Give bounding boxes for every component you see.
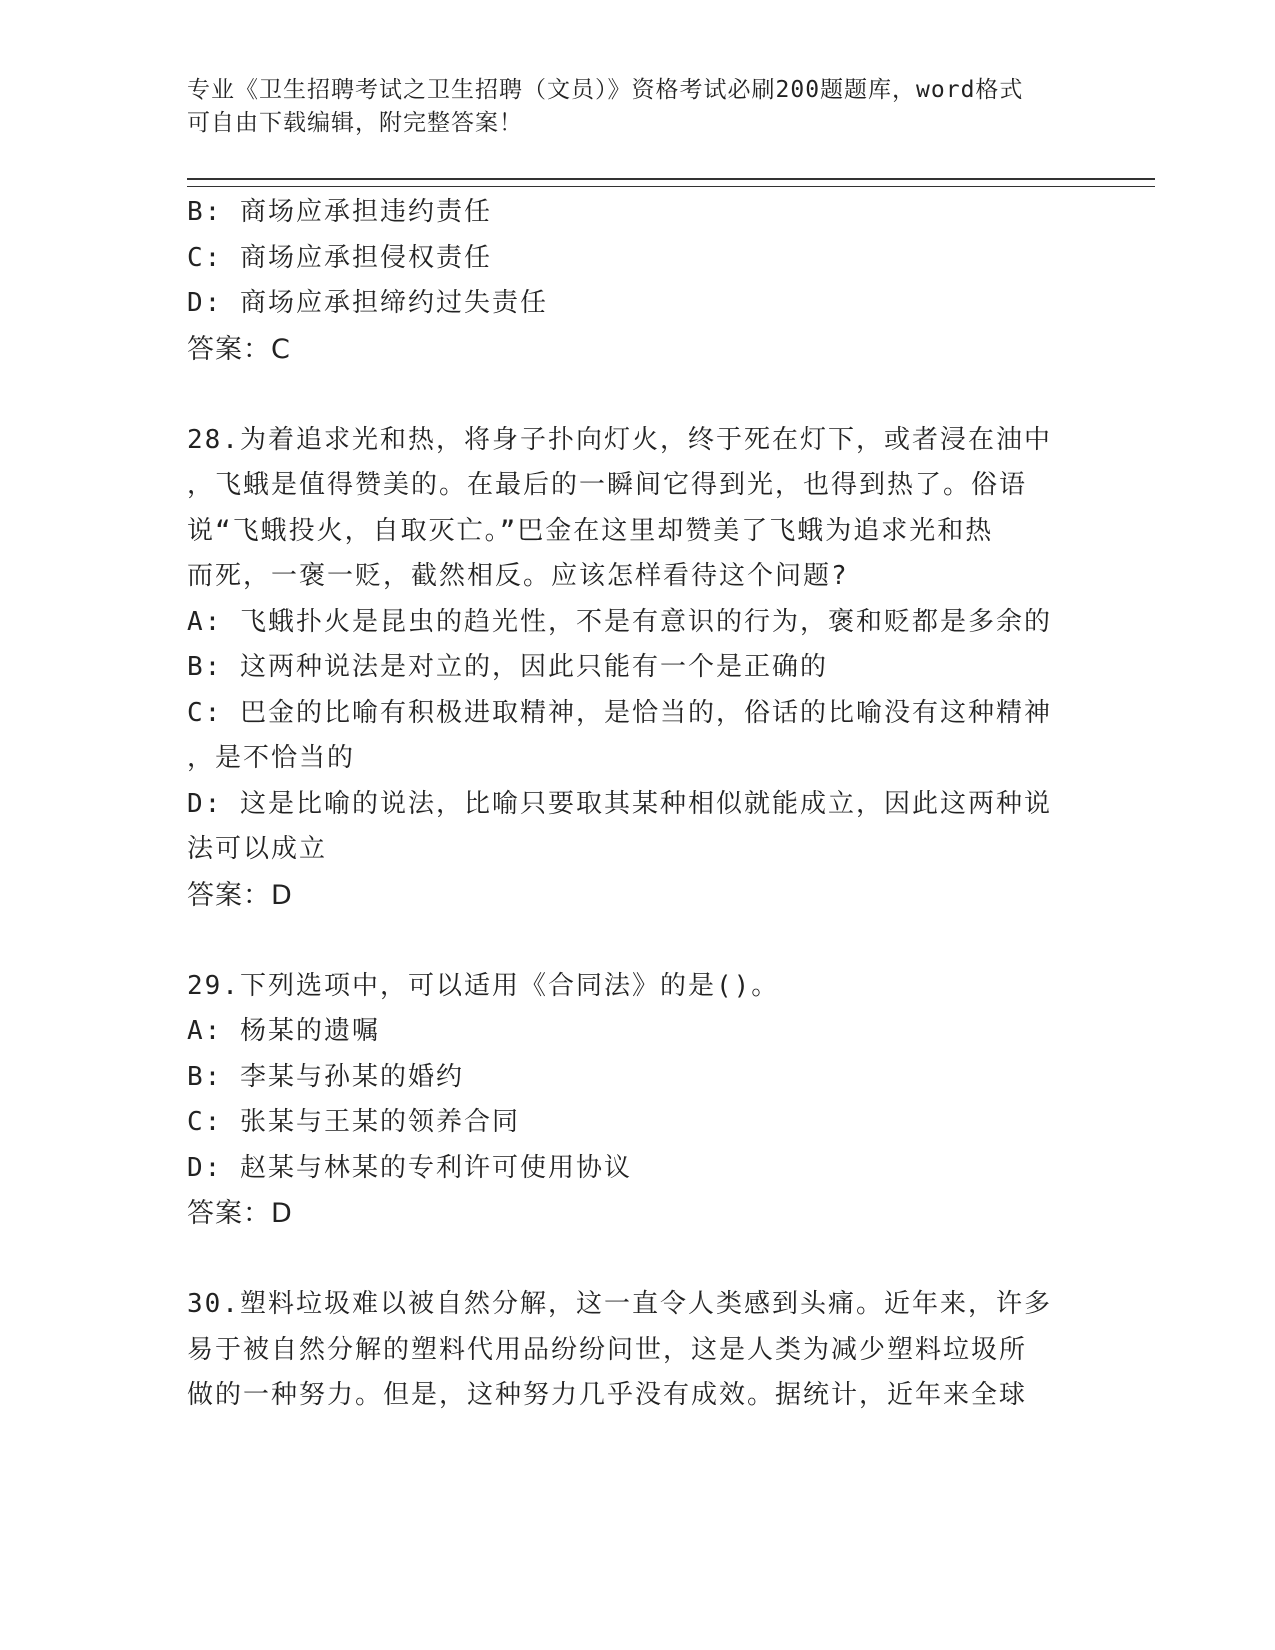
header-title-line-1: 专业《卫生招聘考试之卫生招聘（文员）》资格考试必刷200题题库，word格式	[187, 77, 1024, 103]
question-30	[187, 1282, 1067, 1419]
option-a: A: 杨某的遗嘱	[187, 1016, 380, 1046]
option-d-continued: 法可以成立	[187, 834, 328, 864]
header-divider	[187, 178, 1155, 187]
option-b: B: 这两种说法是对立的，因此只能有一个是正确的	[187, 652, 828, 682]
spacer	[187, 372, 1067, 418]
answer-line: 答案：D	[187, 879, 293, 911]
question-content	[187, 190, 1067, 1419]
spacer	[187, 1237, 1067, 1283]
option-c: C: 张某与王某的领养合同	[187, 1107, 520, 1137]
option-a: A: 飞蛾扑火是昆虫的趋光性，不是有意识的行为，褒和贬都是多余的	[187, 606, 1052, 637]
option-c-continued: ，是不恰当的	[187, 743, 356, 773]
question-stem-line: ，飞蛾是值得赞美的。在最后的一瞬间它得到光，也得到热了。俗语	[187, 470, 1028, 500]
question-stem-line: 易于被自然分解的塑料代用品纷纷问世，这是人类为减少塑料垃圾所	[187, 1334, 1028, 1365]
question-stem-line: 30.塑料垃圾难以被自然分解，这一直令人类感到头痛。近年来，许多	[187, 1289, 1052, 1319]
option-b: B: 李某与孙某的婚约	[187, 1061, 464, 1092]
spacer	[187, 918, 1067, 964]
question-28	[187, 418, 1067, 919]
question-stem: 29.下列选项中，可以适用《合同法》的是()。	[187, 970, 780, 1001]
question-29	[187, 964, 1067, 1237]
question-stem-line: 说“飞蛾投火，自取灭亡。”巴金在这里却赞美了飞蛾为追求光和热	[187, 515, 994, 546]
answer-line: 答案：D	[187, 1198, 293, 1229]
header-title-line-2: 可自由下载编辑，附完整答案！	[187, 110, 523, 136]
page-header	[187, 74, 1067, 140]
question-stem-line: 而死，一褒一贬，截然相反。应该怎样看待这个问题?	[187, 561, 849, 591]
question-27	[187, 190, 1067, 372]
option-c: C: 商场应承担侵权责任	[187, 242, 492, 273]
option-c: C: 巴金的比喻有积极进取精神，是恰当的，俗话的比喻没有这种精神	[187, 697, 1052, 728]
option-b: B: 商场应承担违约责任	[187, 197, 492, 227]
option-d: D: 这是比喻的说法，比喻只要取其某种相似就能成立，因此这两种说	[187, 788, 1052, 819]
answer-line: 答案：C	[187, 333, 291, 365]
question-stem-line: 28.为着追求光和热，将身子扑向灯火，终于死在灯下，或者浸在油中	[187, 424, 1052, 455]
question-stem-line: 做的一种努力。但是，这种努力几乎没有成效。据统计，近年来全球	[187, 1380, 1028, 1410]
option-d: D: 商场应承担缔约过失责任	[187, 288, 548, 318]
option-d: D: 赵某与林某的专利许可使用协议	[187, 1152, 632, 1183]
